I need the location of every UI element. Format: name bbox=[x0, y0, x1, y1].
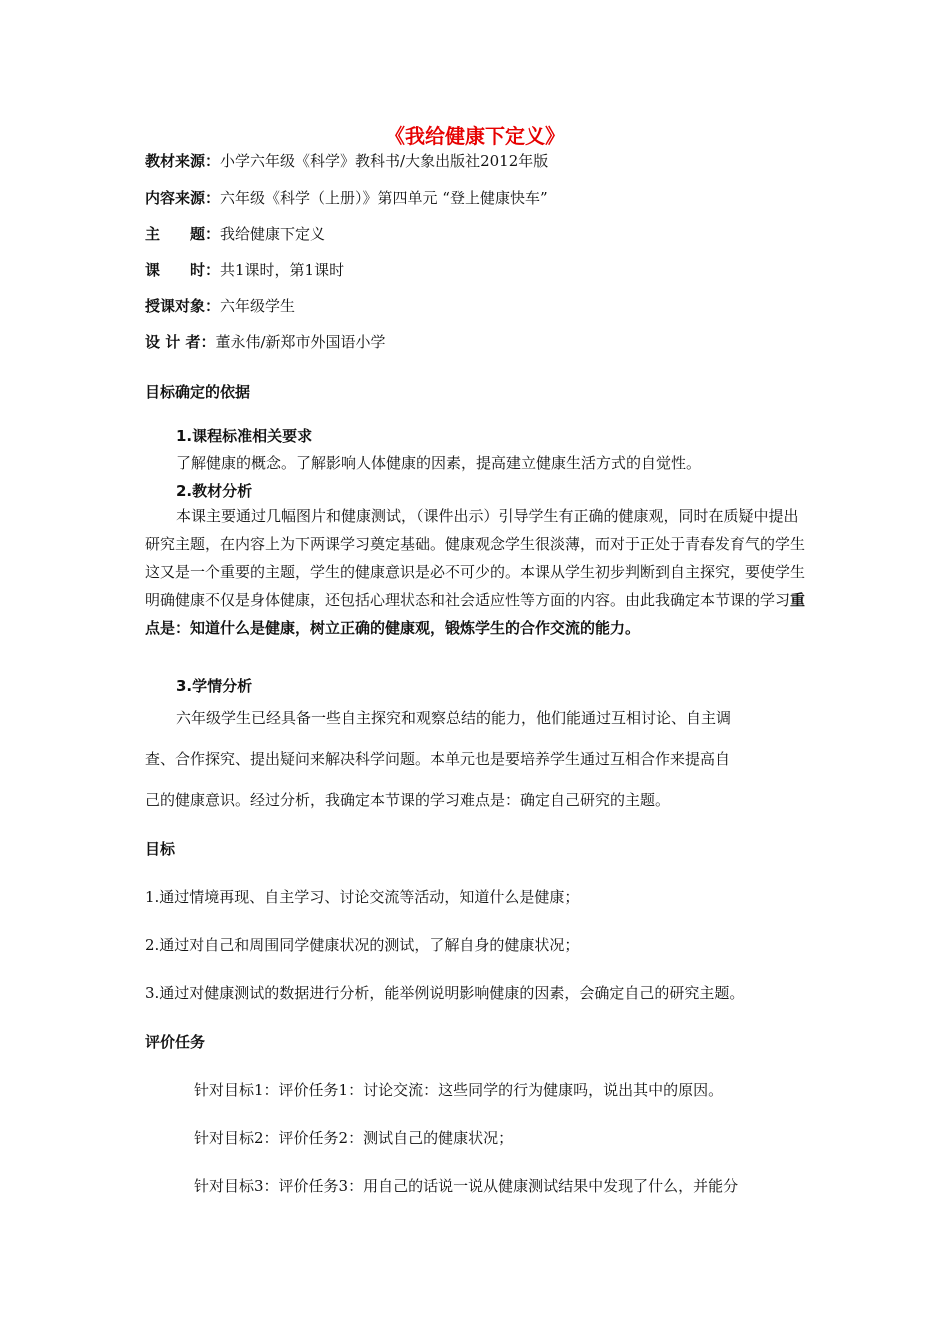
goal-item-3: 3.通过对健康测试的数据进行分析，能举例说明影响健康的因素，会确定自己的研究主题。 bbox=[145, 984, 745, 1002]
tasks-heading: 评价任务 bbox=[145, 1033, 206, 1051]
meta-period-value: 共1课时，第1课时 bbox=[220, 261, 345, 279]
meta-source-label: 教材来源： bbox=[145, 152, 221, 170]
task-item-3: 针对目标3：评价任务3：用自己的话说一说从健康测试结果中发现了什么，并能分 bbox=[194, 1177, 739, 1195]
basis-s2-heading: 2.教材分析 bbox=[176, 482, 253, 500]
basis-s2-key-point: 重点是：知道什么是健康，树立正确的健康观，锻炼学生的合作交流的能力。 bbox=[145, 591, 806, 637]
basis-s3-heading: 3.学情分析 bbox=[176, 677, 253, 695]
meta-audience-value: 六年级学生 bbox=[220, 297, 296, 315]
meta-audience-label: 授课对象： bbox=[145, 297, 221, 315]
basis-s3-line3: 己的健康意识。经过分析，我确定本节课的学习难点是：确定自己研究的主题。 bbox=[145, 791, 671, 809]
meta-content bbox=[145, 187, 548, 208]
meta-audience bbox=[145, 295, 295, 316]
meta-theme bbox=[145, 223, 325, 244]
meta-source bbox=[145, 150, 548, 171]
document-title: 《我给健康下定义》 bbox=[385, 124, 565, 148]
basis-s1-heading: 1.课程标准相关要求 bbox=[176, 427, 313, 445]
goal-item-2: 2.通过对自己和周围同学健康状况的测试，了解自身的健康状况； bbox=[145, 936, 580, 954]
basis-s2-text: 本课主要通过几幅图片和健康测试，（课件出示）引导学生有正确的健康观，同时在质疑中提出研究主题，在内容上为下两课学习奠定基础。健康观念学生很淡薄，而对于正处于青春发育气的学生这又是一个重要的主题，学生的健康意识是必不可少的。本课从学生初步判断到自主探究，要使学生明确健康不仅是身体健康，还包括心理状态和社会适应性等方面的内容。由此我确定本节课的学习 bbox=[145, 507, 806, 609]
goal-item-1: 1.通过情境再现、自主学习、讨论交流等活动，知道什么是健康； bbox=[145, 888, 580, 906]
meta-content-value: 六年级《科学（上册）》第四单元 “登上健康快车” bbox=[220, 189, 548, 207]
basis-s1-text: 了解健康的概念。了解影响人体健康的因素，提高建立健康生活方式的自觉性。 bbox=[176, 454, 702, 472]
meta-source-value: 小学六年级《科学》教科书/大象出版社2012年版 bbox=[220, 152, 549, 170]
meta-designer-value: 董永伟/新郑市外国语小学 bbox=[215, 333, 386, 351]
task-item-1: 针对目标1：评价任务1：讨论交流：这些同学的行为健康吗，说出其中的原因。 bbox=[194, 1081, 724, 1099]
meta-period bbox=[145, 259, 344, 280]
meta-designer-label: 设 计 者： bbox=[145, 333, 216, 351]
basis-s2-paragraph bbox=[145, 502, 807, 642]
meta-designer bbox=[145, 331, 386, 352]
meta-period-label: 课 时： bbox=[145, 261, 221, 279]
meta-theme-label: 主 题： bbox=[145, 225, 221, 243]
task-item-2: 针对目标2：评价任务2：测试自己的健康状况； bbox=[194, 1129, 514, 1147]
basis-s3-line2: 查、合作探究、提出疑问来解决科学问题。本单元也是要培养学生通过互相合作来提高自 bbox=[145, 750, 731, 768]
basis-heading: 目标确定的依据 bbox=[145, 383, 251, 401]
meta-content-label: 内容来源： bbox=[145, 189, 221, 207]
goals-heading: 目标 bbox=[145, 840, 176, 858]
basis-s3-line1: 六年级学生已经具备一些自主探究和观察总结的能力，他们能通过互相讨论、自主调 bbox=[176, 709, 732, 727]
meta-theme-value: 我给健康下定义 bbox=[220, 225, 326, 243]
